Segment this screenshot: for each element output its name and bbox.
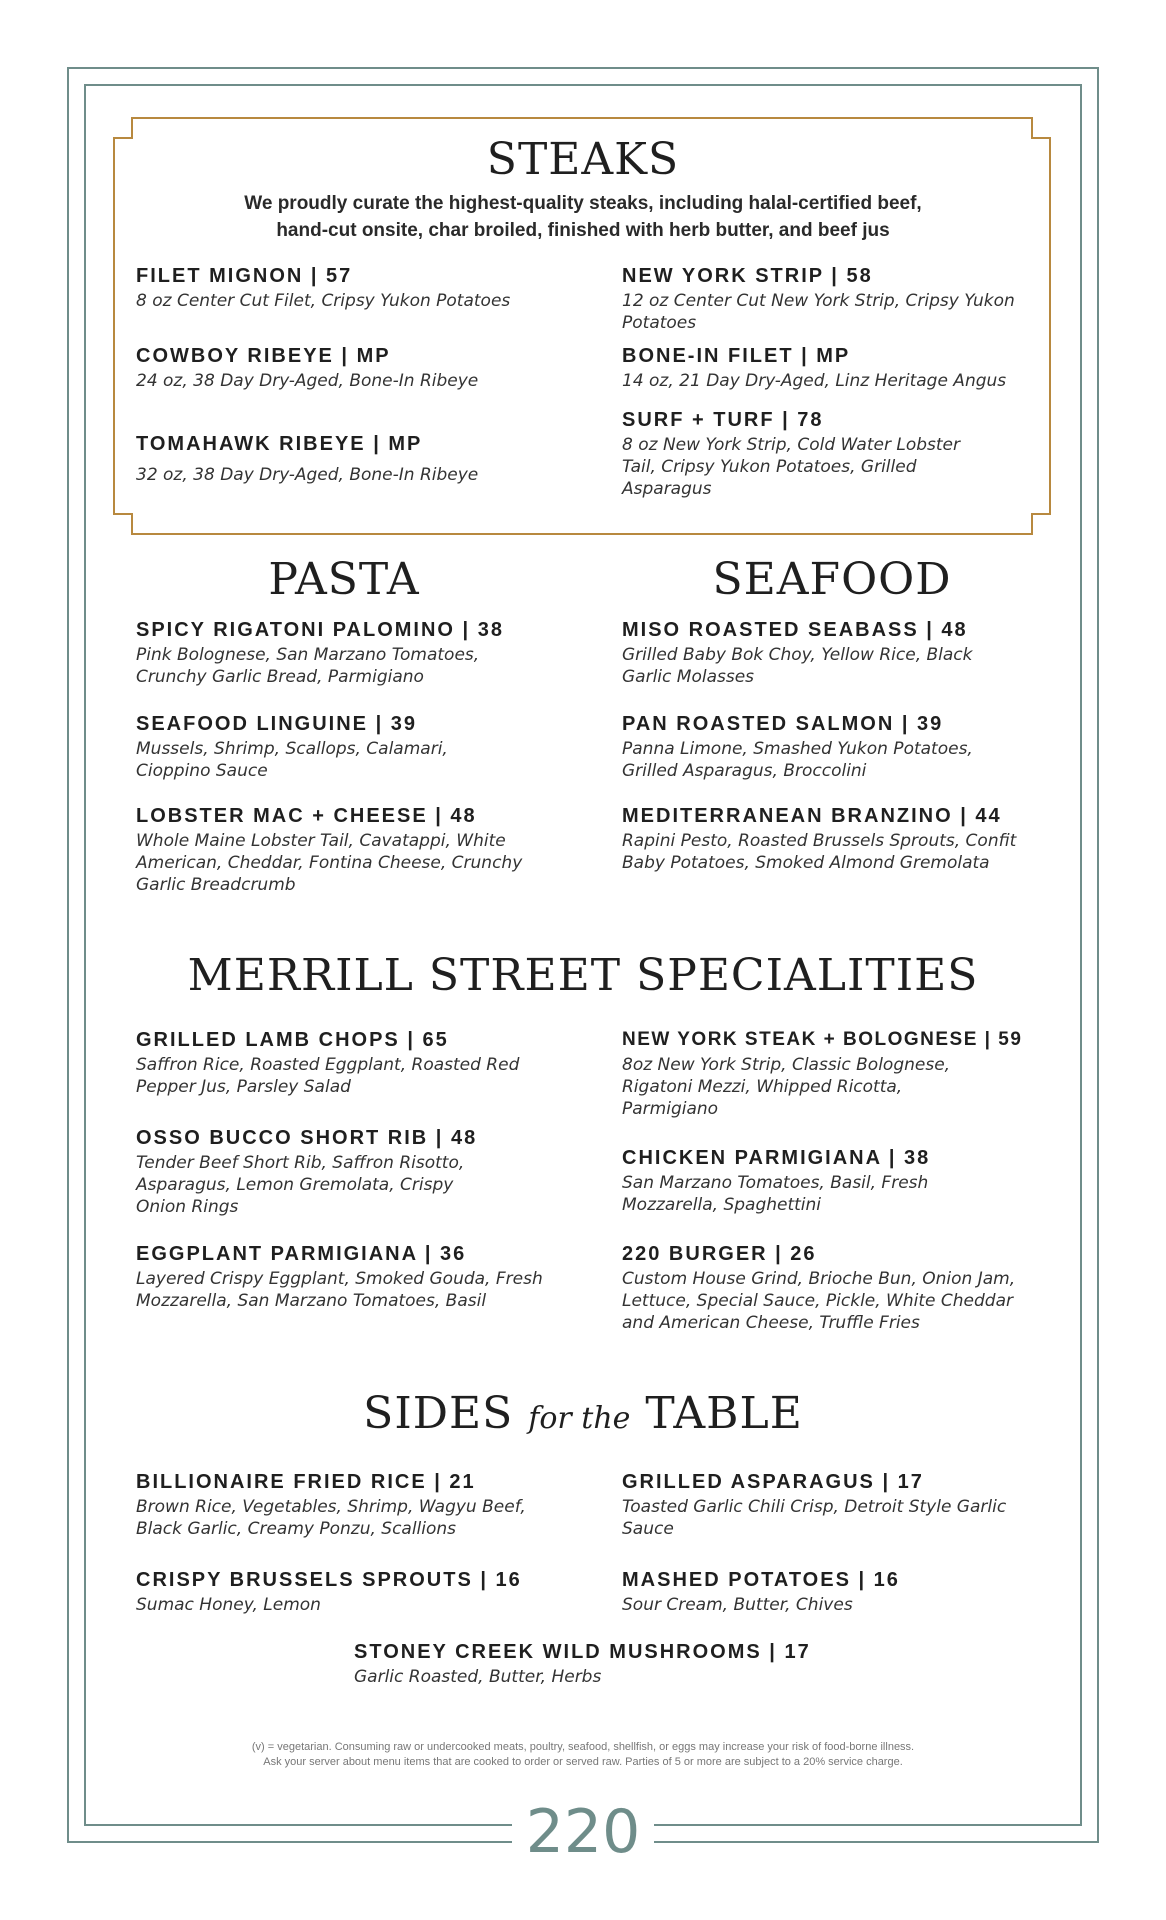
menu-item — [622, 712, 1032, 782]
item-description: Mussels, Shrimp, Scallops, Calamari, Cioppino Sauce — [136, 739, 448, 781]
menu-item — [622, 1568, 1032, 1616]
item-description: 8 oz New York Strip, Cold Water Lobster Tail, Cripsy Yukon Potatoes, Grilled Asparagus — [622, 435, 960, 499]
item-description: Rapini Pesto, Roasted Brussels Sprouts, Confit Baby Potatoes, Smoked Almond Gremolata — [622, 831, 1017, 873]
menu-item — [136, 1568, 566, 1616]
menu-item — [622, 264, 1032, 334]
item-description: 8 oz Center Cut Filet, Cripsy Yukon Potatoes — [136, 291, 511, 311]
item-name: FILET MIGNON | 57 — [136, 265, 353, 287]
menu-item — [622, 1028, 1062, 1120]
menu-item — [622, 804, 1042, 874]
menu-item — [136, 1242, 566, 1312]
item-description: Sumac Honey, Lemon — [136, 1595, 321, 1615]
item-description: Tender Beef Short Rib, Saffron Risotto, Asparagus, Lemon Gremolata, Crispy Onion Rings — [136, 1153, 465, 1217]
steaks-intro-line-2: hand-cut onsite, char broiled, finished with herb butter, and beef jus — [276, 220, 890, 241]
menu-item — [622, 344, 1042, 392]
item-description: 8oz New York Strip, Classic Bolognese, Rigatoni Mezzi, Whipped Ricotta, Parmigiano — [622, 1055, 951, 1119]
item-name: GRILLED LAMB CHOPS | 65 — [136, 1029, 449, 1051]
menu-item — [136, 618, 566, 688]
specialities-title: MERRILL STREET SPECIALITIES — [187, 950, 979, 1001]
legal-note-line-2: Ask your server about menu items that are cooked to order or served raw. Parties of 5 or more are subject to a 20% service charge. — [263, 1756, 903, 1768]
steaks-intro-line-1: We proudly curate the highest-quality steaks, including halal-certified beef, — [244, 193, 922, 214]
item-description: 14 oz, 21 Day Dry-Aged, Linz Heritage Angus — [622, 371, 1007, 391]
pasta-title: PASTA — [268, 554, 420, 605]
item-name: NEW YORK STEAK + BOLOGNESE | 59 — [622, 1029, 1023, 1050]
steaks-intro — [160, 190, 1006, 244]
item-name: CHICKEN PARMIGIANA | 38 — [622, 1147, 931, 1169]
item-description: Panna Limone, Smashed Yukon Potatoes, Grilled Asparagus, Broccolini — [622, 739, 973, 781]
item-name: MISO ROASTED SEABASS | 48 — [622, 619, 968, 641]
brand-number — [0, 1797, 1166, 1867]
menu-item — [136, 804, 566, 896]
legal-note — [0, 1740, 1166, 1770]
legal-note-line-1: (v) = vegetarian. Consuming raw or undercooked meats, poultry, seafood, shellfish, or eggs may increase your risk of food-borne illness. — [251, 1741, 915, 1753]
item-description: San Marzano Tomatoes, Basil, Fresh Mozzarella, Spaghettini — [622, 1173, 929, 1215]
menu-item — [136, 1126, 566, 1218]
item-name: 220 BURGER | 26 — [622, 1243, 817, 1265]
menu-item — [136, 344, 566, 392]
item-name: BILLIONAIRE FRIED RICE | 21 — [136, 1471, 476, 1493]
item-name: SEAFOOD LINGUINE | 39 — [136, 713, 417, 735]
item-description: Custom House Grind, Brioche Bun, Onion Jam, Lettuce, Special Sauce, Pickle, White Cheddar and American Cheese, Truffle Fries — [622, 1269, 1016, 1333]
item-description: Grilled Baby Bok Choy, Yellow Rice, Black Garlic Molasses — [622, 645, 973, 687]
item-description: Toasted Garlic Chili Crisp, Detroit Style Garlic Sauce — [622, 1497, 1007, 1539]
seafood-title: SEAFOOD — [712, 554, 952, 605]
menu-item — [136, 712, 566, 782]
item-name: GRILLED ASPARAGUS | 17 — [622, 1471, 924, 1493]
sides-title-right: TABLE — [645, 1388, 803, 1439]
menu-item — [622, 1242, 1042, 1334]
menu-item — [622, 1470, 1032, 1540]
menu-item — [622, 1146, 1032, 1216]
item-description: Whole Maine Lobster Tail, Cavatappi, White American, Cheddar, Fontina Cheese, Crunchy Garlic Breadcrumb — [136, 831, 523, 895]
item-description: Sour Cream, Butter, Chives — [622, 1595, 853, 1615]
item-description: Layered Crispy Eggplant, Smoked Gouda, Fresh Mozzarella, San Marzano Tomatoes, Basil — [136, 1269, 543, 1311]
brand-number-text: 220 — [512, 1797, 655, 1867]
steaks-title: STEAKS — [486, 134, 680, 185]
menu-item — [136, 1470, 566, 1540]
item-description: 12 oz Center Cut New York Strip, Cripsy Yukon Potatoes — [622, 291, 1015, 333]
menu-item — [136, 264, 566, 312]
item-name: LOBSTER MAC + CHEESE | 48 — [136, 805, 477, 827]
item-description: Garlic Roasted, Butter, Herbs — [354, 1667, 602, 1687]
item-name: CRISPY BRUSSELS SPROUTS | 16 — [136, 1569, 522, 1591]
item-name: STONEY CREEK WILD MUSHROOMS | 17 — [354, 1641, 811, 1663]
item-description: 24 oz, 38 Day Dry-Aged, Bone-In Ribeye — [136, 371, 479, 391]
item-description: 32 oz, 38 Day Dry-Aged, Bone-In Ribeye — [136, 465, 479, 485]
item-name: SPICY RIGATONI PALOMINO | 38 — [136, 619, 504, 641]
item-name: EGGPLANT PARMIGIANA | 36 — [136, 1243, 467, 1265]
item-name: OSSO BUCCO SHORT RIB | 48 — [136, 1127, 478, 1149]
item-name: MASHED POTATOES | 16 — [622, 1569, 900, 1591]
menu-item — [622, 408, 982, 500]
menu-item — [354, 1640, 854, 1688]
item-name: SURF + TURF | 78 — [622, 409, 824, 431]
item-name: MEDITERRANEAN BRANZINO | 44 — [622, 805, 1002, 827]
item-name: PAN ROASTED SALMON | 39 — [622, 713, 944, 735]
sides-title-script: for the — [528, 1401, 631, 1436]
sides-title-left: SIDES — [363, 1388, 514, 1439]
menu-item — [136, 432, 566, 486]
item-name: COWBOY RIBEYE | MP — [136, 345, 391, 367]
menu-item — [136, 1028, 566, 1098]
item-description: Saffron Rice, Roasted Eggplant, Roasted Red Pepper Jus, Parsley Salad — [136, 1055, 520, 1097]
item-description: Pink Bolognese, San Marzano Tomatoes, Crunchy Garlic Bread, Parmigiano — [136, 645, 480, 687]
item-name: TOMAHAWK RIBEYE | MP — [136, 433, 423, 455]
item-name: NEW YORK STRIP | 58 — [622, 265, 873, 287]
sides-title — [0, 1388, 1166, 1439]
item-name: BONE-IN FILET | MP — [622, 345, 851, 367]
item-description: Brown Rice, Vegetables, Shrimp, Wagyu Beef, Black Garlic, Creamy Ponzu, Scallions — [136, 1497, 526, 1539]
menu-item — [622, 618, 1032, 688]
